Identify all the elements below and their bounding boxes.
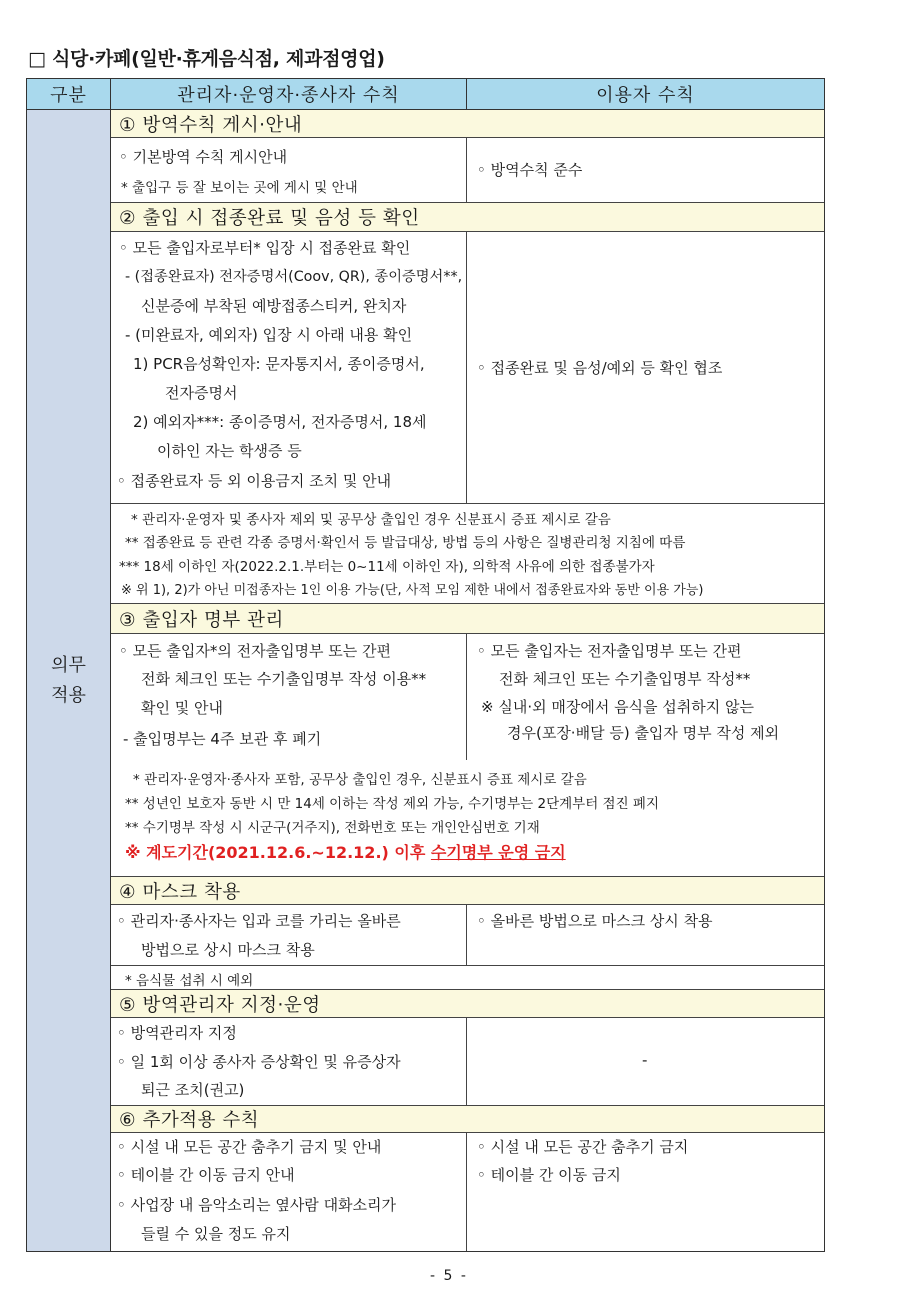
footnote: ** 접종완료 등 관련 각종 증명서·확인서 등 발급대상, 방법 등의 사항은 질병관리청 지침에 따름 (125, 535, 686, 551)
footnote: ※ 위 1), 2)가 아닌 미접종자는 1인 이용 가능(단, 사적 모임 제한 내에서 접종완료자와 동반 이용 가능) (121, 583, 704, 598)
footnote: *** 18세 이하인 자(2022.2.1.부터는 0~11세 이하인 자), 의학적 사유에 의한 접종불가자 (119, 559, 655, 575)
section-1-manager-cell (111, 138, 467, 203)
rule-note: * 출입구 등 잘 보이는 곳에 게시 및 안내 (121, 180, 358, 196)
warning-notice (125, 840, 566, 863)
footnote: * 관리자·운영자 및 종사자 제외 및 공무상 출입인 경우 신분표시 증표 제시로 갈음 (131, 512, 611, 528)
rule-line: ◦ 관리자·종사자는 입과 코를 가리는 올바른 (117, 912, 401, 930)
rule-line: 확인 및 안내 (141, 699, 223, 717)
warning-text: ※ 계도기간(2021.12.6.~12.12.) 이후 (125, 843, 431, 862)
rule-line: 방법으로 상시 마스크 착용 (141, 941, 315, 959)
section-4-user-cell (467, 905, 824, 966)
section-6-user-cell (467, 1133, 824, 1251)
category-cell (27, 110, 111, 1251)
section-5-title: ⑤ 방역관리자 지정·운영 (111, 990, 824, 1018)
rule-line: ◦ 기본방역 수칙 게시안내 (119, 148, 288, 166)
rule-line: ◦ 모든 출입자*의 전자출입명부 또는 간편 (119, 642, 392, 660)
section-1-user-cell (467, 138, 824, 203)
page-title: □ 식당·카페(일반·휴게음식점, 제과점영업) (28, 48, 385, 70)
section-2-manager-cell (111, 232, 467, 504)
rule-line: ◦ 접종완료자 등 외 이용금지 조치 및 안내 (117, 472, 392, 490)
footnote: * 관리자·운영자·종사자 포함, 공무상 출입인 경우, 신분표시 증표 제시로 갈음 (133, 772, 587, 788)
footnote: * 음식물 섭취 시 예외 (125, 973, 254, 989)
category-line: 적용 (51, 684, 86, 706)
rule-line: - (642, 1051, 648, 1069)
rule-line: ◦ 사업장 내 음악소리는 옆사람 대화소리가 (117, 1196, 397, 1214)
section-6-manager-cell (111, 1133, 467, 1251)
category-line: 의무 (51, 654, 86, 676)
section-3-manager-cell (111, 634, 467, 760)
rule-line: ◦ 시설 내 모든 공간 춤추기 금지 (477, 1138, 689, 1156)
rule-line: 1) PCR음성확인자: 문자통지서, 종이증명서, (133, 355, 425, 373)
rule-line: 퇴근 조치(권고) (141, 1081, 245, 1099)
rule-line: - 출입명부는 4주 보관 후 폐기 (123, 730, 322, 748)
rule-line: 들릴 수 있을 정도 유지 (141, 1225, 291, 1243)
section-6-title: ⑥ 추가적용 수칙 (111, 1106, 824, 1133)
rule-line: ◦ 접종완료 및 음성/예외 등 확인 협조 (477, 359, 723, 377)
rule-line: ◦ 일 1회 이상 종사자 증상확인 및 유증상자 (117, 1053, 401, 1071)
section-3-user-cell (467, 634, 824, 760)
rule-line: ◦ 테이블 간 이동 금지 안내 (117, 1166, 295, 1184)
rule-line: ◦ 올바른 방법으로 마스크 상시 착용 (477, 912, 713, 930)
header-manager-rules: 관리자·운영자·종사자 수칙 (111, 79, 467, 110)
rule-line: ◦ 모든 출입자는 전자출입명부 또는 간편 (477, 642, 742, 660)
header-category: 구분 (27, 79, 111, 110)
rules-table (26, 78, 825, 1252)
section-3-notes (111, 760, 824, 877)
rule-line: - (접종완료자) 전자증명서(Coov, QR), 종이증명서**, (125, 269, 463, 285)
rule-line: 전화 체크인 또는 수기출입명부 작성 이용** (141, 670, 427, 688)
section-2-notes (111, 504, 824, 604)
footnote: ** 성년인 보호자 동반 시 만 14세 이하는 작성 제외 가능, 수기명부는 2단계부터 점진 폐지 (125, 796, 659, 812)
section-2-user-cell (467, 232, 824, 504)
rule-line: ◦ 방역수칙 준수 (477, 161, 583, 179)
page-number: - 5 - (430, 1268, 468, 1284)
rule-line: 경우(포장·배달 등) 출입자 명부 작성 제외 (507, 724, 780, 742)
rule-line: ◦ 모든 출입자로부터* 입장 시 접종완료 확인 (119, 239, 411, 257)
footnote: ** 수기명부 작성 시 시군구(거주지), 전화번호 또는 개인안심번호 기재 (125, 820, 540, 836)
warning-underlined-text: 수기명부 운영 금지 (430, 843, 566, 862)
rule-line: 전자증명서 (165, 384, 238, 402)
rule-line: ※ 실내·외 매장에서 음식을 섭취하지 않는 (481, 698, 755, 716)
section-2-title: ② 출입 시 접종완료 및 음성 등 확인 (111, 203, 824, 232)
rule-line: 이하인 자는 학생증 등 (157, 442, 302, 460)
rule-line: ◦ 시설 내 모든 공간 춤추기 금지 및 안내 (117, 1138, 382, 1156)
rule-line: 전화 체크인 또는 수기출입명부 작성** (499, 670, 751, 688)
rule-line: - (미완료자, 예외자) 입장 시 아래 내용 확인 (125, 326, 413, 344)
section-4-notes (111, 966, 824, 990)
section-3-title: ③ 출입자 명부 관리 (111, 604, 824, 634)
section-5-manager-cell (111, 1018, 467, 1106)
rule-line: ◦ 테이블 간 이동 금지 (477, 1166, 621, 1184)
section-1-title: ① 방역수칙 게시·안내 (111, 110, 824, 138)
section-4-manager-cell (111, 905, 467, 966)
header-user-rules: 이용자 수칙 (467, 79, 824, 110)
section-4-title: ④ 마스크 착용 (111, 877, 824, 905)
rule-line: 신분증에 부착된 예방접종스티커, 완치자 (141, 297, 407, 315)
rule-line: ◦ 방역관리자 지정 (117, 1024, 237, 1042)
rule-line: 2) 예외자***: 종이증명서, 전자증명서, 18세 (133, 413, 427, 431)
section-5-user-cell (467, 1018, 824, 1106)
